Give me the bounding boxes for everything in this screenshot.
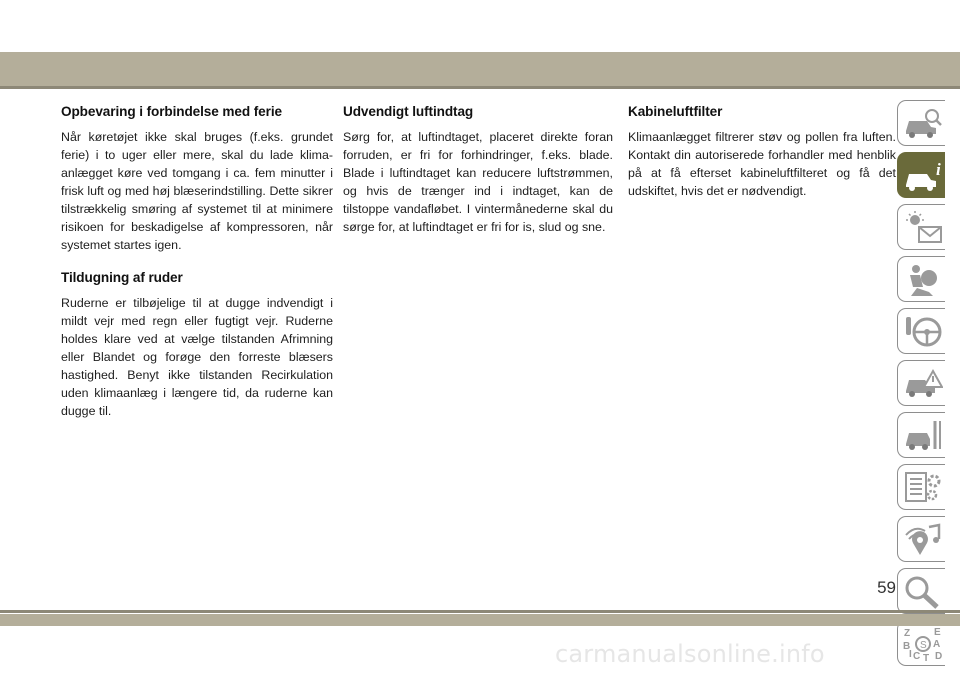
magnifier-icon: [903, 575, 943, 609]
section-body-storage: Når køretøjet ikke skal bruges (f.eks. grundet ferie) i to uger eller mere, skal du lade klimaanlægget køre ved tomgang i ca. fem minutter i frisk luft og med høj blæserindstilling. Dette sikrer tilstrækkelig smøring af systemet til at minimere risikoen for beskadigelse af kompressoren, når systemet startes igen.: [61, 130, 333, 252]
alphabet-index-icon: [903, 627, 943, 661]
watermark: carmanualsonline.info: [555, 640, 825, 668]
chapter-nav: [897, 100, 949, 672]
nav-tab-getting-to-know-vehicle[interactable]: [897, 152, 945, 198]
steering-wheel-icon: [903, 315, 943, 349]
section-heading-intake: Udvendigt luftindtag: [343, 104, 474, 119]
passenger-airbag-icon: [903, 263, 943, 297]
nav-tab-starting-operating[interactable]: [897, 308, 945, 354]
section-heading-fogging: Tildugning af ruder: [61, 270, 183, 285]
section-body-filter: Klimaanlægget filtrerer støv og pollen fra luften. Kontakt din autoriserede forhandler med henblik på at få efterset kabineluftfilteret og få det udskiftet, hvis det er nødvendigt.: [628, 130, 896, 198]
column-left: [61, 104, 333, 420]
header-band-line: [0, 86, 960, 89]
index-letter: D: [935, 651, 943, 661]
nav-tab-warning-lights[interactable]: [897, 204, 945, 250]
footer-band-line: [0, 610, 960, 613]
index-letter: A: [933, 639, 941, 650]
car-warning-triangle-icon: [903, 367, 943, 401]
checklist-gear-icon: [903, 471, 943, 505]
index-letter: C: [913, 651, 921, 661]
section-body-intake: Sørg for, at luftindtaget, placeret direkte foran forruden, er fri for forhindringer, f.eks. blade. Blade i luftindtaget kan reducere luftstrømmen, og hvis de trænger ind i indtaget, kan de tilstoppe vandafløbet. I vintermånederne skal du sørge for, at luftindtaget er fri for is, slud og sne.: [343, 130, 613, 234]
nav-tab-safety[interactable]: [897, 256, 945, 302]
index-letter: Z: [904, 628, 911, 639]
car-tools-icon: [903, 419, 943, 453]
column-right: [628, 104, 896, 200]
svg-text:S: S: [920, 640, 927, 651]
section-heading-filter: Kabineluftfilter: [628, 104, 723, 119]
media-music-navigation-icon: [903, 523, 943, 557]
nav-tab-getting-to-know[interactable]: [897, 100, 945, 146]
section-body-fogging: Ruderne er tilbøjelige til at dugge indvendigt i mildt vejr med regn eller fugtigt vejr. Ruderne holdes klare ved at vælge tilstanden Afrimning eller Blandet og forøge den forreste blæsers hastighed. Benyt ikke tilstanden Recirkulation uden klimaanlæg i længere tid, da ruderne kan dugge til.: [61, 296, 333, 418]
nav-tab-servicing[interactable]: [897, 412, 945, 458]
nav-tab-technical-specs[interactable]: [897, 464, 945, 510]
car-search-icon: [903, 107, 943, 141]
column-middle: [343, 104, 613, 236]
index-letter: T: [923, 653, 930, 661]
nav-tab-multimedia[interactable]: [897, 516, 945, 562]
nav-tab-emergency[interactable]: [897, 360, 945, 406]
section-heading-storage: Opbevaring i forbindelse med ferie: [61, 104, 282, 119]
index-letter: B: [903, 641, 911, 652]
index-letter: I: [909, 649, 912, 660]
page-number: 59: [877, 578, 896, 597]
header-band: [0, 52, 960, 86]
nav-tab-alphabetical-index[interactable]: [897, 620, 945, 666]
footer-band: [0, 614, 960, 626]
svg-text:i: i: [936, 160, 941, 179]
nav-tab-index-search[interactable]: [897, 568, 945, 614]
car-info-icon: [903, 159, 943, 193]
index-letter: E: [934, 627, 941, 638]
warning-light-mail-icon: [903, 211, 943, 245]
